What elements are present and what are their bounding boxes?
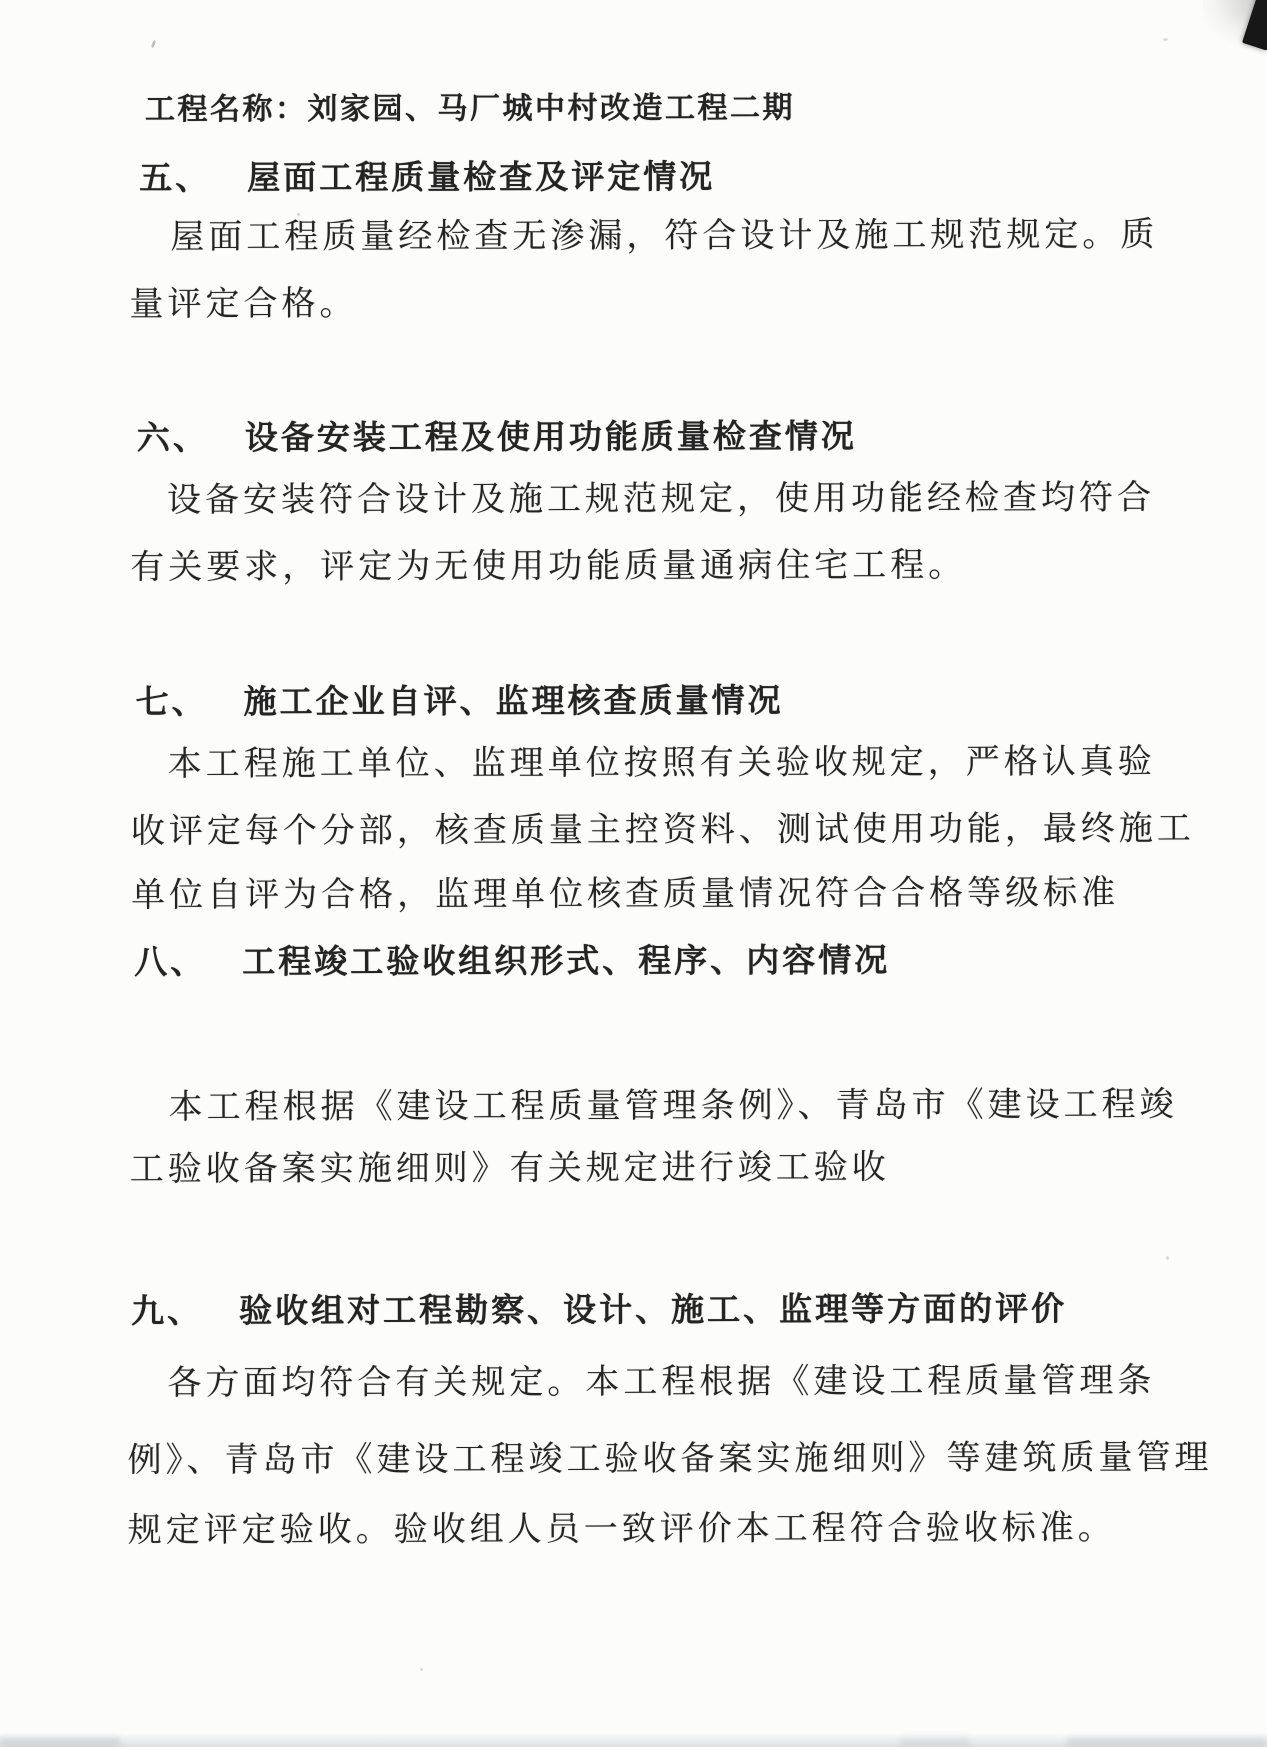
section-6-body-line: 设备安装符合设计及施工规范规定，使用功能经检查均符合 [166, 479, 1156, 520]
section-6-heading [137, 419, 857, 458]
project-name-line: 工程名称：刘家园、马厂城中村改造工程二期 [144, 91, 796, 127]
scan-speck [297, 213, 300, 216]
section-5-heading [139, 160, 715, 198]
section-9-heading [131, 1292, 1067, 1331]
scan-bottom-shadow [0, 1733, 1267, 1747]
section-9-number: 九、 [131, 1294, 204, 1331]
section-7-title: 施工企业自评、监理核查质量情况 [243, 683, 784, 722]
section-8-number: 八、 [134, 945, 207, 982]
section-8-heading [134, 943, 890, 982]
scan-speck [1163, 38, 1168, 41]
section-6-title: 设备安装工程及使用功能质量检查情况 [244, 419, 857, 458]
section-9-body-line: 例》、青岛市《建设工程竣工验收备案实施细则》等建筑质量管理 [127, 1439, 1213, 1480]
section-6-number: 六、 [136, 421, 209, 458]
section-6-body-line: 有关要求，评定为无使用功能质量通病住宅工程。 [130, 547, 967, 587]
section-8-title: 工程竣工验收组织形式、程序、内容情况 [242, 943, 891, 982]
scan-speck [1166, 1256, 1169, 1260]
section-7-heading [136, 684, 784, 723]
scan-speck [420, 1668, 423, 1671]
section-5-title: 屋面工程质量检查及评定情况 [247, 159, 716, 198]
section-7-body-line: 单位自评为合格，监理单位核查质量情况符合合格等级标准 [131, 874, 1120, 915]
section-8-body-line: 本工程根据《建设工程质量管理条例》、青岛市《建设工程竣 [168, 1086, 1178, 1127]
section-5-body-line: 屋面工程质量经检查无渗漏，符合设计及施工规范规定。质 [170, 216, 1159, 257]
section-9-body-line: 规定评定验收。验收组人员一致评价本工程符合验收标准。 [127, 1509, 1116, 1550]
section-9-title: 验收组对工程勘察、设计、施工、监理等方面的评价 [239, 1291, 1068, 1331]
section-5-number: 五、 [139, 161, 212, 198]
section-5-body-line: 量评定合格。 [129, 285, 358, 324]
section-7-number: 七、 [135, 685, 208, 722]
section-7-body-line: 收评定每个分部，核查质量主控资料、测试使用功能，最终施工 [130, 810, 1195, 851]
section-8-body-line: 工验收备案实施细则》有关规定进行竣工验收 [129, 1149, 890, 1189]
section-7-body-line: 本工程施工单位、监理单位按照有关验收规定，严格认真验 [167, 743, 1156, 784]
section-9-body-line: 各方面均符合有关规定。本工程根据《建设工程质量管理条 [167, 1362, 1156, 1403]
